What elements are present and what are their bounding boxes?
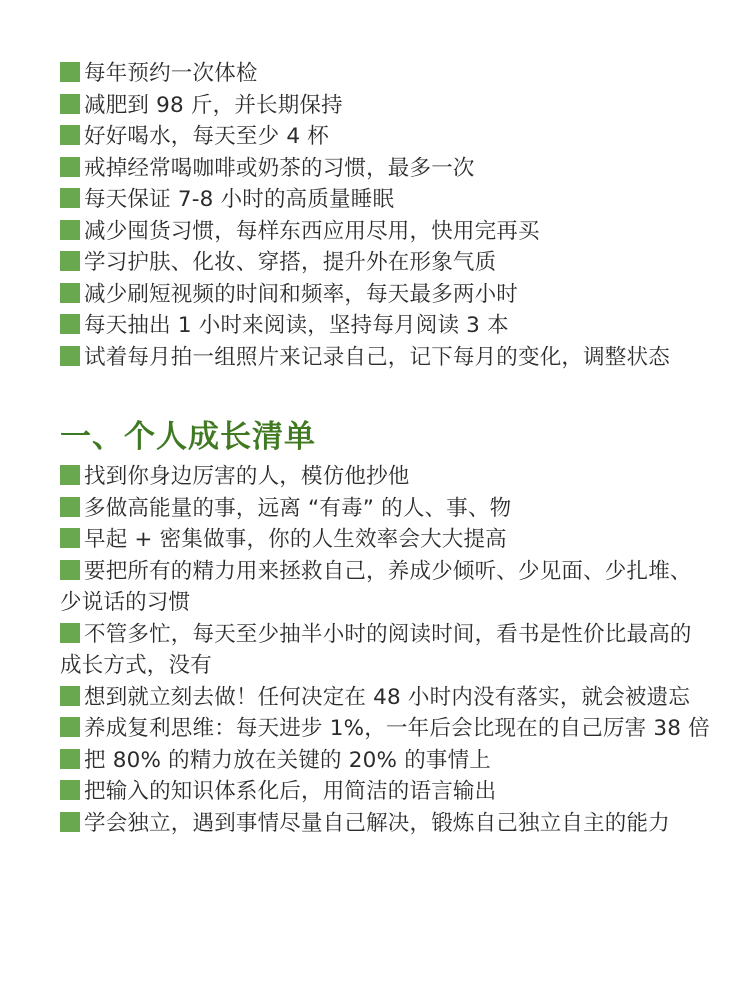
- green-square-icon: [60, 220, 80, 240]
- green-square-icon: [60, 812, 80, 832]
- green-square-icon: [60, 125, 80, 145]
- green-square-icon: [60, 717, 80, 737]
- section-heading: 一、个人成长清单: [60, 419, 316, 455]
- green-square-icon: [60, 465, 80, 485]
- green-square-icon: [60, 314, 80, 334]
- green-square-icon: [60, 62, 80, 82]
- list-item: 养成复利思维：每天进步 1%，一年后会比现在的自己厉害 38 倍: [60, 713, 710, 745]
- green-square-icon: [60, 157, 80, 177]
- green-square-icon: [60, 251, 80, 271]
- list-item: 把输入的知识体系化后，用简洁的语言输出: [60, 776, 710, 808]
- list-item: 把 80% 的精力放在关键的 20% 的事情上: [60, 745, 710, 777]
- green-square-icon: [60, 188, 80, 208]
- list-item: 学会独立，遇到事情尽量自己解决，锻炼自己独立自主的能力: [60, 808, 710, 840]
- list-item: 减少囤货习惯，每样东西应用尽用，快用完再买: [60, 216, 710, 248]
- green-square-icon: [60, 346, 80, 366]
- list-item: 减肥到 98 斤，并长期保持: [60, 90, 710, 122]
- green-square-icon: [60, 560, 80, 580]
- green-square-icon: [60, 283, 80, 303]
- list-item: 要把所有的精力用来拯救自己，养成少倾听、少见面、少扎堆、少说话的习惯: [60, 558, 692, 615]
- list-item: 每天保证 7-8 小时的高质量睡眠: [60, 184, 710, 216]
- list-item: 想到就立刻去做！任何决定在 48 小时内没有落实，就会被遗忘: [60, 682, 710, 714]
- green-square-icon: [60, 686, 80, 706]
- list-item: 不管多忙，每天至少抽半小时的阅读时间，看书是性价比最高的成长方式，没有: [60, 621, 692, 678]
- list-item: 试着每月拍一组照片来记录自己，记下每月的变化，调整状态: [60, 342, 710, 374]
- list-item: 学习护肤、化妆、穿搭，提升外在形象气质: [60, 247, 710, 279]
- green-square-icon: [60, 749, 80, 769]
- list-item: 每年预约一次体检: [60, 58, 710, 90]
- green-square-icon: [60, 780, 80, 800]
- growth-checklist: [60, 461, 710, 839]
- list-item: 戒掉经常喝咖啡或奶茶的习惯，最多一次: [60, 153, 710, 185]
- list-item: 多做高能量的事，远离 “有毒” 的人、事、物: [60, 493, 710, 525]
- green-square-icon: [60, 94, 80, 114]
- green-square-icon: [60, 528, 80, 548]
- green-square-icon: [60, 623, 80, 643]
- list-item: 好好喝水，每天至少 4 杯: [60, 121, 710, 153]
- green-square-icon: [60, 497, 80, 517]
- list-item: 早起 + 密集做事，你的人生效率会大大提高: [60, 524, 710, 556]
- list-item: 减少刷短视频的时间和频率，每天最多两小时: [60, 279, 710, 311]
- list-item: 每天抽出 1 小时来阅读，坚持每月阅读 3 本: [60, 310, 710, 342]
- health-checklist: [60, 58, 710, 373]
- list-item: 找到你身边厉害的人，模仿他抄他: [60, 461, 710, 493]
